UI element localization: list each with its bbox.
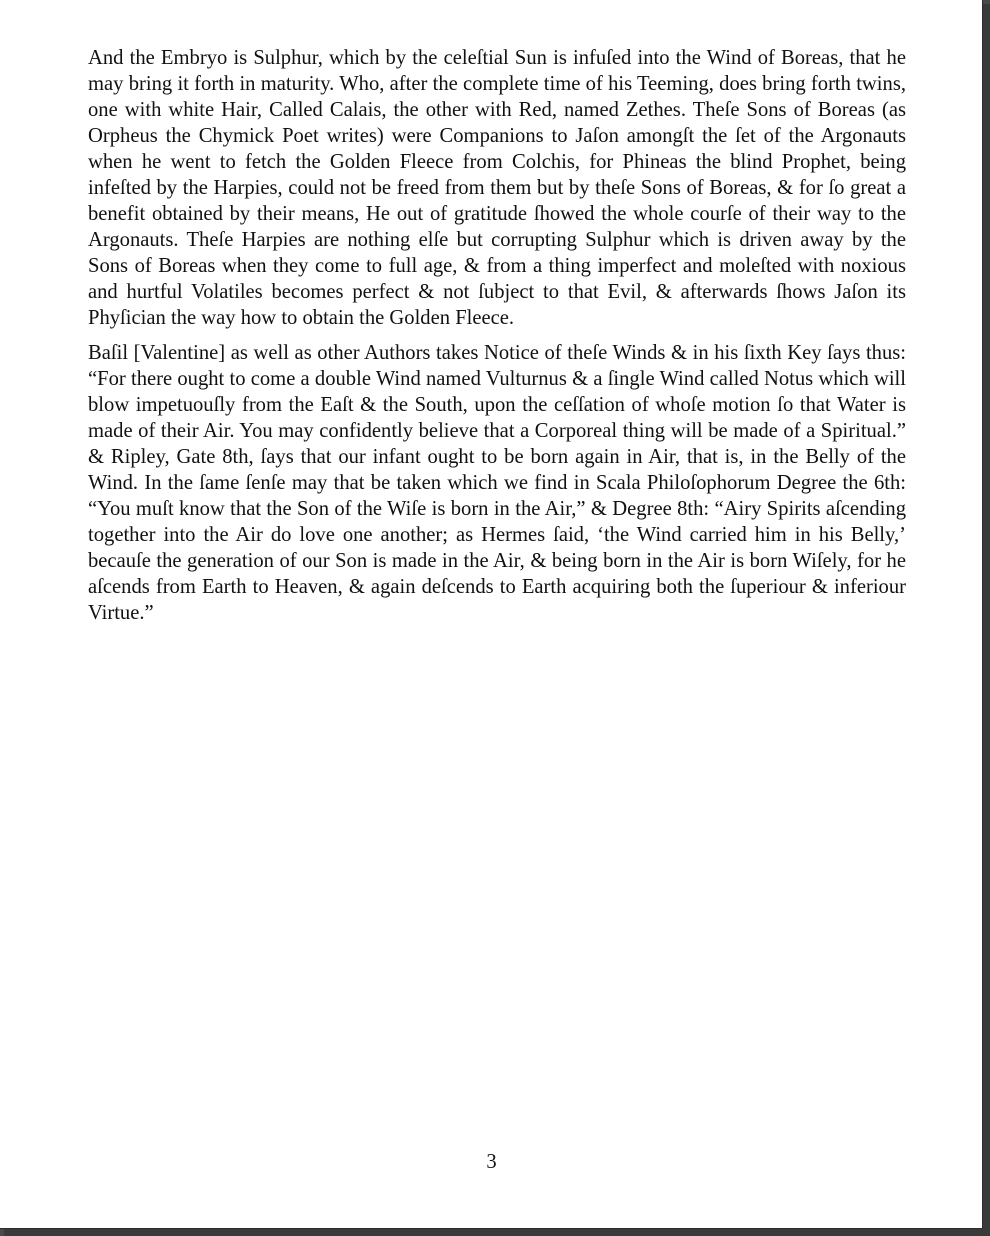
page-body xyxy=(88,45,906,635)
page-number: 3 xyxy=(486,1151,497,1173)
page-shadow-right xyxy=(983,4,990,1236)
paragraph-embryo-sulphur: And the Embryo is Sulphur, which by the celeſtial Sun is infuſed into the Wind of Boreas, that he may bring it forth in maturity. Who, after the complete time of his Teeming, does bring forth twins, one with white Hair, Called Calais, the other with Red, named Zethes. Theſe Sons of Boreas (as Orpheus the Chymick Poet writes) were Companions to Jaſon amongſt the ſet of the Argonauts when he went to fetch the Golden Fleece from Colchis, for Phineas the blind Prophet, being infeſted by the Harpies, could not be freed from them but by theſe Sons of Boreas, & for ſo great a benefit obtained by their means, He out of gratitude ſhowed the whole courſe of their way to the Argonauts. Theſe Harpies are nothing elſe but corrupting Sulphur which is driven away by the Sons of Boreas when they come to full age, & from a thing imperfect and moleſted with noxious and hurtful Volatiles becomes perfect & not ſubject to that Evil, & afterwards ſhows Jaſon its Phyſician the way how to obtain the Golden Fleece. xyxy=(88,47,906,329)
page-shadow-bottom xyxy=(4,1229,990,1236)
paragraph-basil-valentine: Baſil [Valentine] as well as other Authors takes Notice of theſe Winds & in his ſixth Key ſays thus: “For there ought to come a double Wind named Vulturnus & a ſingle Wind called Notus which will blow impetuouſly from the Eaſt & the South, upon the ceſſation of whoſe motion ſo that Water is made of their Air. You may confidently believe that a Corporeal thing will be made of a Spiritual.” & Ripley, Gate 8th, ſays that our infant ought to be born again in Air, that is, in the Belly of the Wind. In the ſame ſenſe may that be taken which we find in Scala Philoſophorum Degree the 6th: “You muſt know that the Son of the Wiſe is born in the Air,” & Degree 8th: “Airy Spirits aſcending together into the Air do love one another; as Hermes ſaid, ‘the Wind carried him in his Belly,’ becauſe the generation of our Son is made in the Air, & being born in the Air is born Wiſely, for he aſcends from Earth to Heaven, & again deſcends to Earth acquiring both the ſuperiour & inferiour Virtue.” xyxy=(88,342,906,624)
